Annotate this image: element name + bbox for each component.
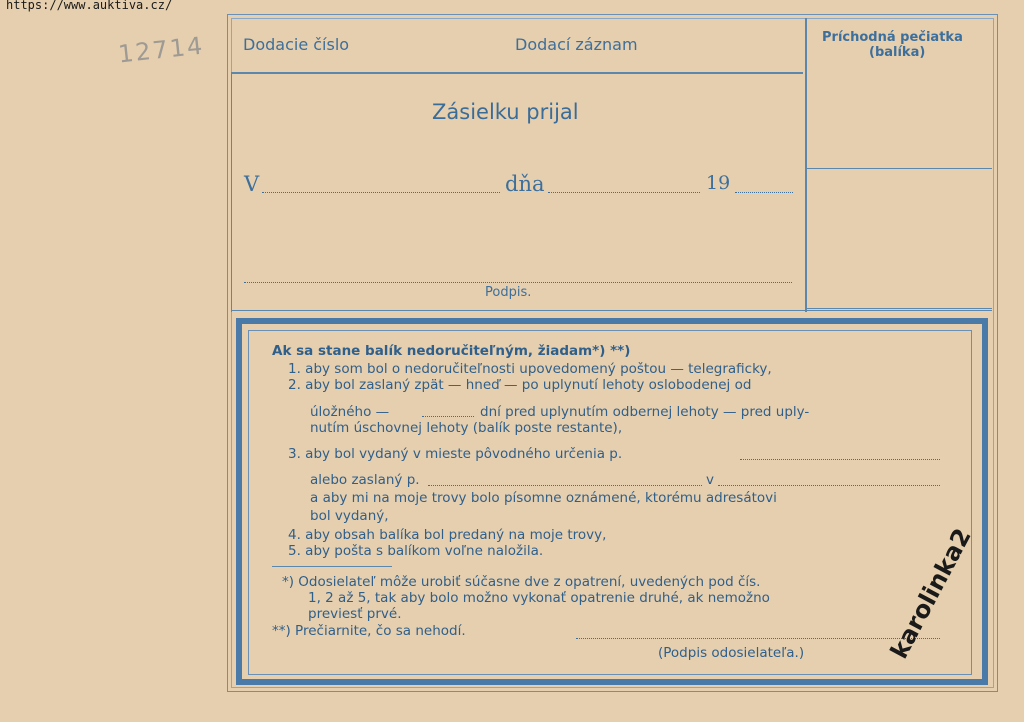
sender-signature-line bbox=[576, 638, 940, 639]
stamp-box-line-2 bbox=[807, 308, 992, 309]
days-field bbox=[422, 416, 474, 417]
stamp-column-divider bbox=[805, 18, 807, 312]
date-label: dňa bbox=[505, 172, 545, 196]
stamp-box-line-1 bbox=[807, 168, 992, 169]
site-url: https://www.auktiva.cz/ bbox=[6, 0, 173, 12]
stamp-subtitle: (balíka) bbox=[869, 45, 926, 60]
header-separator bbox=[231, 72, 803, 74]
instruction-item-3d: bol vydaný, bbox=[310, 508, 389, 524]
footnote-separator bbox=[272, 566, 392, 567]
signature-label: Podpis. bbox=[485, 285, 532, 300]
delivery-record-label: Dodací záznam bbox=[515, 35, 638, 54]
place-label: V bbox=[244, 172, 260, 196]
footnote-1c: previesť prvé. bbox=[308, 606, 402, 622]
receipt-left-border bbox=[231, 72, 232, 312]
instruction-item-2a: 2. aby bol zaslaný zpät — hneď — po uplynutí lehoty oslobodenej od bbox=[288, 377, 752, 393]
seller-watermark: karolinka2 bbox=[885, 523, 977, 664]
year-prefix: 19 bbox=[706, 172, 731, 194]
instruction-item-1: 1. aby som bol o nedoručiteľnosti upovedomený poštou — telegraficky, bbox=[288, 361, 772, 377]
date-field bbox=[548, 192, 700, 193]
instruction-item-2c: nutím úschovnej lehoty (balík poste restante), bbox=[310, 420, 623, 436]
sender-signature-label: (Podpis odosielateľa.) bbox=[658, 645, 805, 661]
instruction-item-2b-prefix: úložného — bbox=[310, 404, 390, 420]
alternate-place-field bbox=[718, 485, 940, 486]
instruction-item-2b-suffix: dní pred uplynutím odbernej lehoty — pred uply- bbox=[480, 404, 810, 420]
place-field bbox=[262, 192, 500, 193]
alternate-post-field bbox=[428, 485, 702, 486]
receipt-bottom-line bbox=[231, 310, 992, 311]
footnote-1b: 1, 2 až 5, tak aby bolo možno vykonať opatrenie druhé, ak nemožno bbox=[308, 590, 770, 606]
stamp-title: Príchodná pečiatka bbox=[822, 30, 963, 45]
instruction-item-4: 4. aby obsah balíka bol predaný na moje trovy, bbox=[288, 527, 607, 543]
delivery-number-label: Dodacie číslo bbox=[243, 35, 350, 54]
pencil-note: 12714 bbox=[116, 31, 206, 69]
signature-line bbox=[244, 282, 792, 283]
instructions-heading: Ak sa stane balík nedoručiteľným, žiadam*) **) bbox=[272, 343, 631, 359]
instruction-item-3a: 3. aby bol vydaný v mieste pôvodného určenia p. bbox=[288, 446, 623, 462]
footnote-1a: *) Odosielateľ môže urobiť súčasne dve z opatrení, uvedených pod čís. bbox=[282, 574, 761, 590]
footnote-2: **) Prečiarnite, čo sa nehodí. bbox=[272, 623, 466, 639]
year-field bbox=[735, 192, 793, 193]
instruction-item-3b-v: v bbox=[706, 472, 714, 488]
instruction-item-5: 5. aby pošta s balíkom voľne naložila. bbox=[288, 543, 544, 559]
original-destination-field bbox=[740, 459, 940, 460]
receipt-title: Zásielku prijal bbox=[432, 100, 579, 124]
instruction-item-3b-prefix: alebo zaslaný p. bbox=[310, 472, 420, 488]
instruction-item-3c: a aby mi na moje trovy bolo písomne oznámené, ktorému adresátovi bbox=[310, 490, 777, 506]
